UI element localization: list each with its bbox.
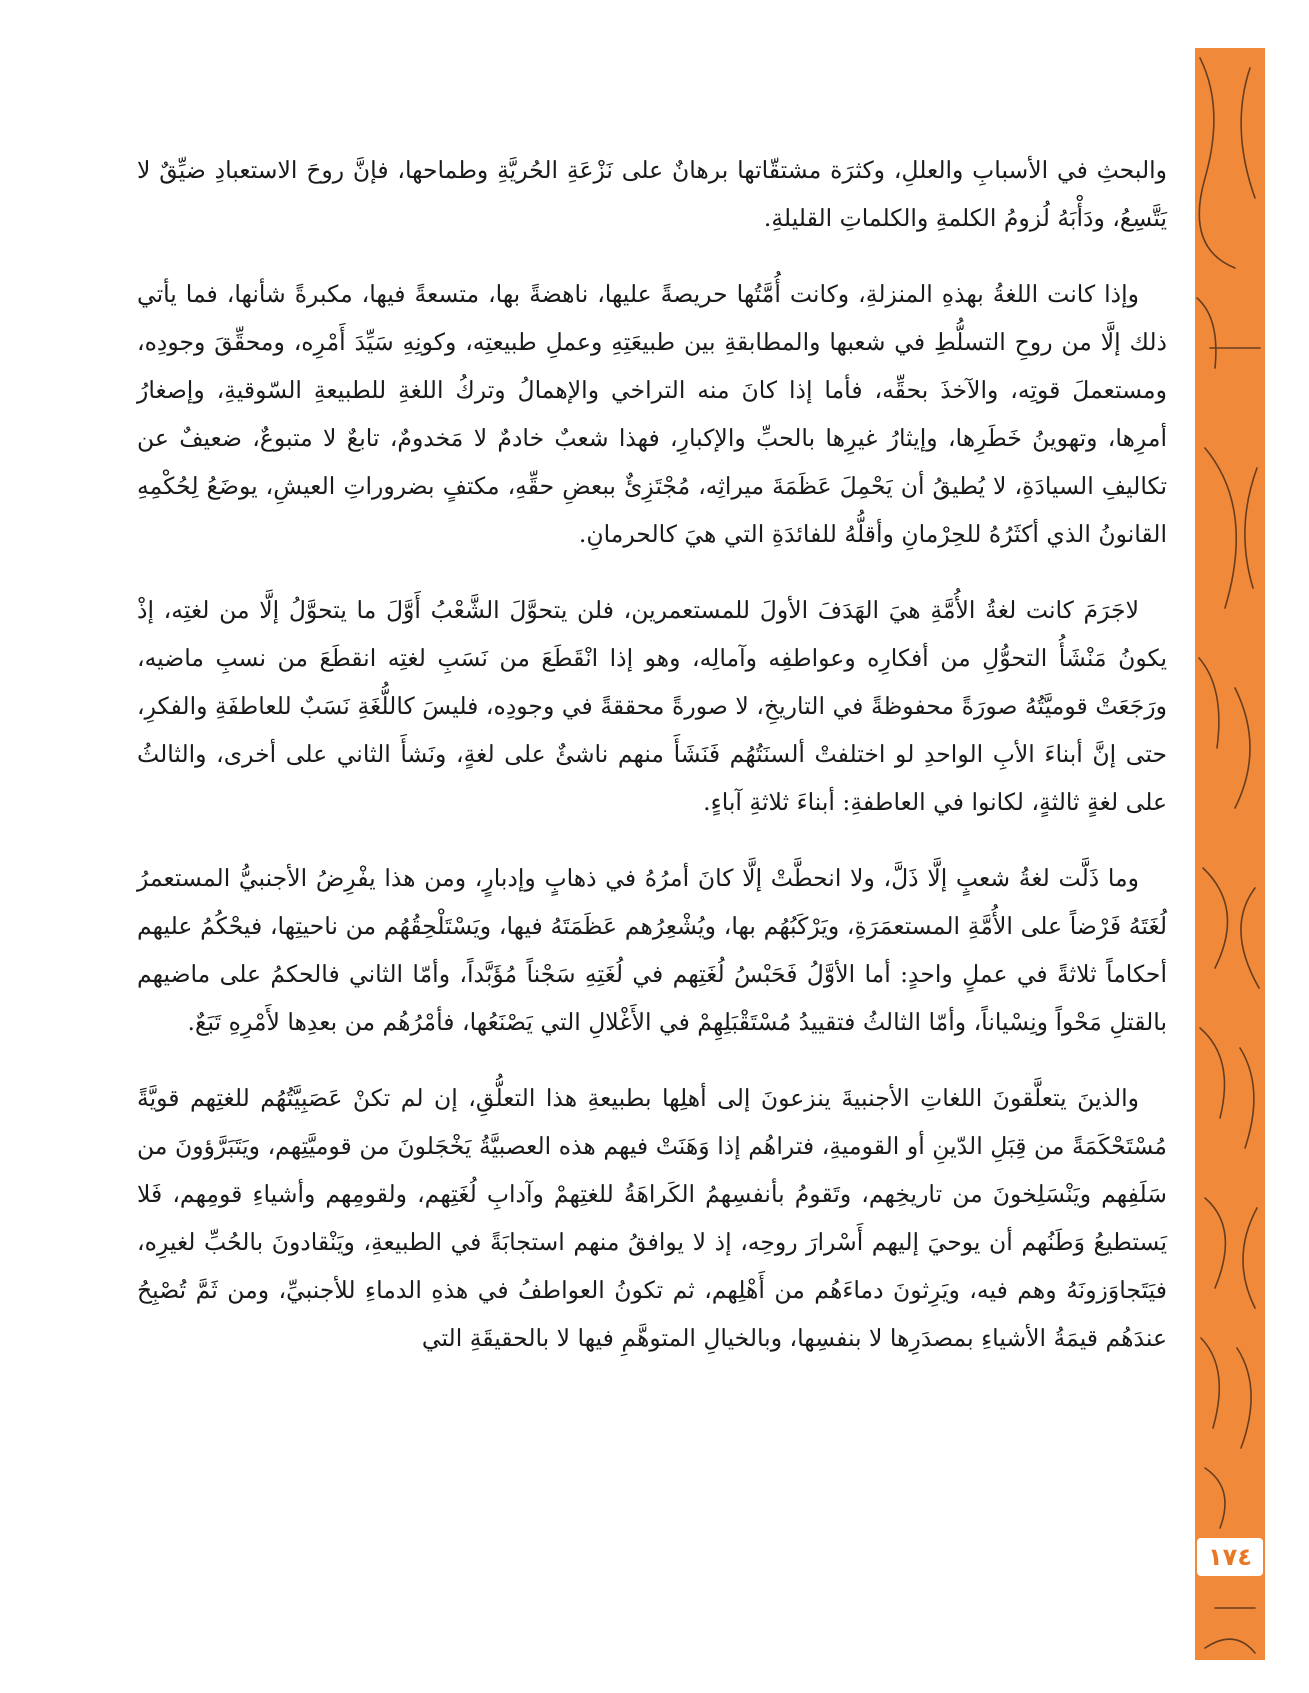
decorative-line-pattern: [1195, 48, 1265, 1660]
page-number: ١٧٤: [1197, 1538, 1263, 1576]
paragraph: والذينَ يتعلَّقونَ اللغاتِ الأجنبيةَ ينزعونَ إلى أهلِها بطبيعةِ هذا التعلُّقِ، إن لم تكنْ عَصَبِيَّتُهُم للغتِهم قويَّةً مُسْتَحْكَمَةً من قِبَلِ الدّينِ أو القوميةِ، فتراهُم إذا وَهَنَتْ فيهم هذه العصبيَّةُ يَخْجَلونَ من قوميَّتِهم، ويَتَبَرَّؤونَ من سَلَفِهم ويَنْسَلِخونَ من تاريخِهم، وتَقومُ بأنفسِهمُ الكَراهَةُ للغتِهمْ وآدابِ لُغَتِهم، ولقومِهم وأشياءِ قومِهم، فَلا يَستطيعُ وَطَنُهم أن يوحيَ إليهم أَسْرارَ روحِه، إذ لا يوافقُ منهم استجابَةً في الطبيعةِ، ويَنْقادونَ بالحُبِّ لغيرِه، فيَتَجاوَزونَهُ وهم فيه، ويَرِثونَ دماءَهُم من أَهْلِهم، ثم تكونُ العواطفُ في هذهِ الدماءِ للأجنبيِّ، ومن ثَمَّ تُصْبِحُ عندَهُم قيمَةُ الأشياءِ بمصدَرِها لا بنفسِها، وبالخيالِ المتوهَّمِ فيها لا بالحقيقَةِ التي: [137, 1084, 1167, 1352]
paragraph: وإذا كانت اللغةُ بهذهِ المنزلةِ، وكانت أُمَّتُها حريصةً عليها، ناهضةً بها، متسعةً فيها، مكبرةً شأنها، فما يأتي ذلك إلَّا من روحِ التسلُّطِ في شعبها والمطابقةِ بين طبيعَتِهِ وعملِ طبيعتِه، وكونِهِ سَيِّدَ أَمْرِه، ومحقِّقَ وجودِه، ومستعملَ قوتِه، والآخذَ بحقِّه، فأما إذا كانَ منه التراخي والإهمالُ وتركُ اللغةِ للطبيعةِ السّوقيةِ، وإصغارُ أمرِها، وتهوينُ خَطَرِها، وإيثارُ غيرِها بالحبِّ والإكبارِ، فهذا شعبٌ خادمٌ لا مَخدومٌ، تابعٌ لا متبوعٌ، ضعيفٌ عن تكاليفِ السيادَةِ، لا يُطيقُ أن يَحْمِلَ عَظَمَةَ ميراثِه، مُجْتَزِئٌ ببعضِ حقِّهِ، مكتفٍ بضروراتِ العيشِ، يوضَعُ لِحُكْمِهِ القانونُ الذي أكثَرُهُ للحِرْمانِ وأقلُّهُ للفائدَةِ التي هيَ كالحرمانِ.: [137, 280, 1167, 548]
paragraph: لاجَرَمَ كانت لغةُ الأُمَّةِ هيَ الهَدَفَ الأولَ للمستعمرين، فلن يتحوَّلَ الشَّعْبُ أَوَّلَ ما يتحوَّلُ إلَّا من لغتِه، إذْ يكونُ مَنْشَأُ التحوُّلِ من أفكارِه وعواطفِه وآمالِه، وهو إذا انْقَطَعَ من نَسَبِ لغتِه انقطَعَ من نسبِ ماضيه، ورَجَعَتْ قوميَّتُهُ صورَةً محفوظةً في التاريخِ، لا صورةً محققةً في وجودِه، فليسَ كاللُّغَةِ نَسَبٌ للعاطفَةِ والفكرِ، حتى إنَّ أبناءَ الأبِ الواحدِ لو اختلفتْ ألسنَتُهُم فَنَشَأَ منهم ناشئٌ على لغةٍ، ونَشأَ الثاني على أخرى، والثالثُ على لغةٍ ثالثةٍ، لكانوا في العاطفةِ: أبناءَ ثلاثةِ آباءٍ.: [137, 596, 1167, 816]
article-text: [137, 146, 1167, 1390]
paragraph: وما ذَلَّت لغةُ شعبٍ إلَّا ذَلَّ، ولا انحطَّتْ إلَّا كانَ أمرُهُ في ذهابٍ وإدبارٍ، ومن هذا يفْرِضُ الأجنبيُّ المستعمرُ لُغَتَهُ فَرْضاً على الأُمَّةِ المستعمَرَةِ، ويَرْكَبُهُم بها، ويُشْعِرُهم عَظَمَتَهُ فيها، ويَسْتَلْحِقُهُم من ناحيتِها، فيحْكُمُ عليهم أحكاماً ثلاثةً في عملٍ واحدٍ: أما الأوَّلُ فَحَبْسُ لُغَتِهم في لُغَتِهِ سَجْناً مُؤَبَّداً، وأمّا الثاني فالحكمُ على ماضيهم بالقتلِ مَحْواً ونِسْياناً، وأمّا الثالثُ فتقييدُ مُسْتَقْبَلِهِمْ في الأَغْلالِ التي يَصْنَعُها، فأمْرُهُم من بعدِها لأَمْرِهِ تَبَعٌ.: [137, 864, 1167, 1036]
paragraph: والبحثِ في الأسبابِ والعللِ، وكثرَة مشتقّاتها برهانٌ على نَزْعَةِ الحُريَّةِ وطماحها، فإنَّ روحَ الاستعبادِ ضيِّقٌ لا يَتَّسِعُ، ودَأْبَهُ لُزومُ الكلمةِ والكلماتِ القليلةِ.: [137, 156, 1167, 232]
decorative-side-band: [1195, 48, 1265, 1660]
